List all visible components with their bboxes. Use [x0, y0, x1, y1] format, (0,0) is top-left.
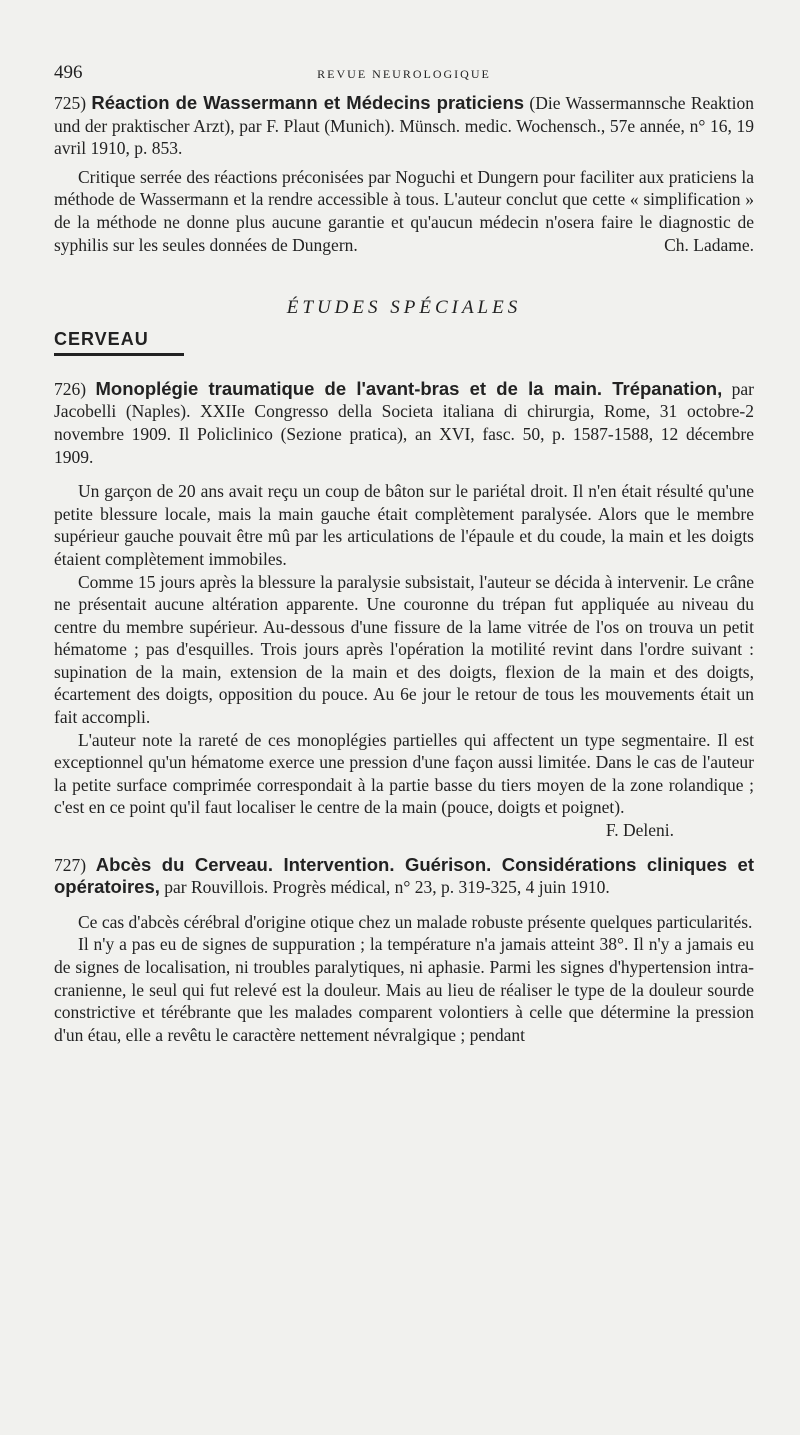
- entry-725-reference: (Die Wassermannsche Reaktion und der praktischer Arzt), par F. Plaut (Munich). Münsch. medic. Wochensch., 57e année, n° 16, 19 avril 1910, p. 853.: [54, 93, 754, 159]
- entry-727-paragraph-2: Il n'y a pas eu de signes de suppuration ; la température n'a jamais atteint 38°. Il n'y a jamais eu de signes de localisation, ni troubles paralytiques, ni aphasie. Parmi les signes d'hypertension intra-cranienne, le seul qui fut relevé est la douleur. Mais au lieu de réaliser le type de la douleur sourde constrictive et térébrante que les malades comparent volontiers à celle que détermine la pression d'un étau, elle a revêtu le caractère nettement névralgique ; pendant: [54, 934, 754, 1045]
- entry-726-title: Monoplégie traumatique de l'avant-bras et de la main. Trépanation,: [95, 377, 723, 399]
- entry-726-reference: par Jacobelli (Naples). XXIIe Congresso della Societa italiana di chirurgia, Rome, 31 octobre-2 novembre 1909. Il Policlinico (Sezione pratica), an XVI, fasc. 50, p. 1587-1588, 12 décembre 1909.: [54, 378, 754, 467]
- section-title: ÉTUDES SPÉCIALES: [286, 296, 522, 318]
- entry-725-title: Réaction de Wassermann et Médecins praticiens: [91, 92, 525, 113]
- entry-726-paragraph-2: Comme 15 jours après la blessure la paralysie subsistait, l'auteur se décida à intervenir. Le crâne ne présentait aucune altération apparente. Une couronne du trépan fut appliquée au niveau du centre du membre supérieur. Au-dessous d'une fissure de la lame vitrée de l'os on trouva un petit hématome ; pas d'esquilles. Trois jours après l'opération la motilité revint dans l'ordre suivant : supination de la main, extension de la main et des doigts, flexion de la main et des doigts, écartement des doigts, opposition du pouce. Au 6e jour le retour de tous les mouvements était un fait accompli.: [54, 571, 754, 728]
- entry-727-heading: [54, 854, 754, 899]
- entry-725-signature: Ch. Ladame.: [664, 235, 754, 256]
- entry-726-signature: F. Deleni.: [605, 820, 674, 841]
- running-head: REVUE NEUROLOGIQUE: [317, 67, 491, 81]
- rubric-cerveau: CERVEAU: [54, 329, 184, 356]
- page-number: 496: [54, 62, 83, 83]
- entry-726-paragraph-1: Un garçon de 20 ans avait reçu un coup de bâton sur le pariétal droit. Il n'en était résulté qu'une petite blessure locale, mais la main gauche était complètement paralysée. Alors que le membre supérieur gauche pouvait être mû par les articulations de l'épaule et du coude, la main et les doigts étaient complètement immobiles.: [54, 481, 754, 569]
- page-content: [54, 92, 754, 1046]
- entry-726-paragraph-3: L'auteur note la rareté de ces monoplégies partielles qui affectent un type segmentaire. Il est exceptionnel qu'un hématome exerce une pression d'une façon aussi limitée. Dans le cas de l'auteur la petite surface comprimée correspondait à la partie basse du tiers moyen de la zone rolandique ; c'est en ce point qu'il faut localiser le centre de la main (pouce, doigts et poignet).: [54, 729, 754, 818]
- entry-725-body: Critique serrée des réactions préconisées par Noguchi et Dungern pour faciliter aux praticiens la méthode de Wassermann et la rendre accessible à tous. L'auteur conclut que cette « simplification » de la méthode ne donne plus aucune garantie et qu'aucun médecin n'osera faire le diagnostic de syphilis sur les seules données de Dungern.: [54, 166, 754, 255]
- entry-727-number: 727): [54, 854, 87, 875]
- entry-727-title: Abcès du Cerveau. Intervention. Guérison. Considérations cliniques et opératoires,: [54, 853, 754, 898]
- page-header: [54, 62, 754, 84]
- entry-725-number: 725): [54, 93, 87, 113]
- entry-727-reference: par Rouvillois. Progrès médical, n° 23, p. 319-325, 4 juin 1910.: [159, 877, 610, 898]
- entry-725-heading: [54, 92, 754, 160]
- entry-726-heading: [54, 378, 754, 468]
- entry-726-number: 726): [54, 378, 87, 399]
- entry-727-paragraph-1: Ce cas d'abcès cérébral d'origine otique chez un malade robuste présente quelques particularités.: [78, 911, 753, 932]
